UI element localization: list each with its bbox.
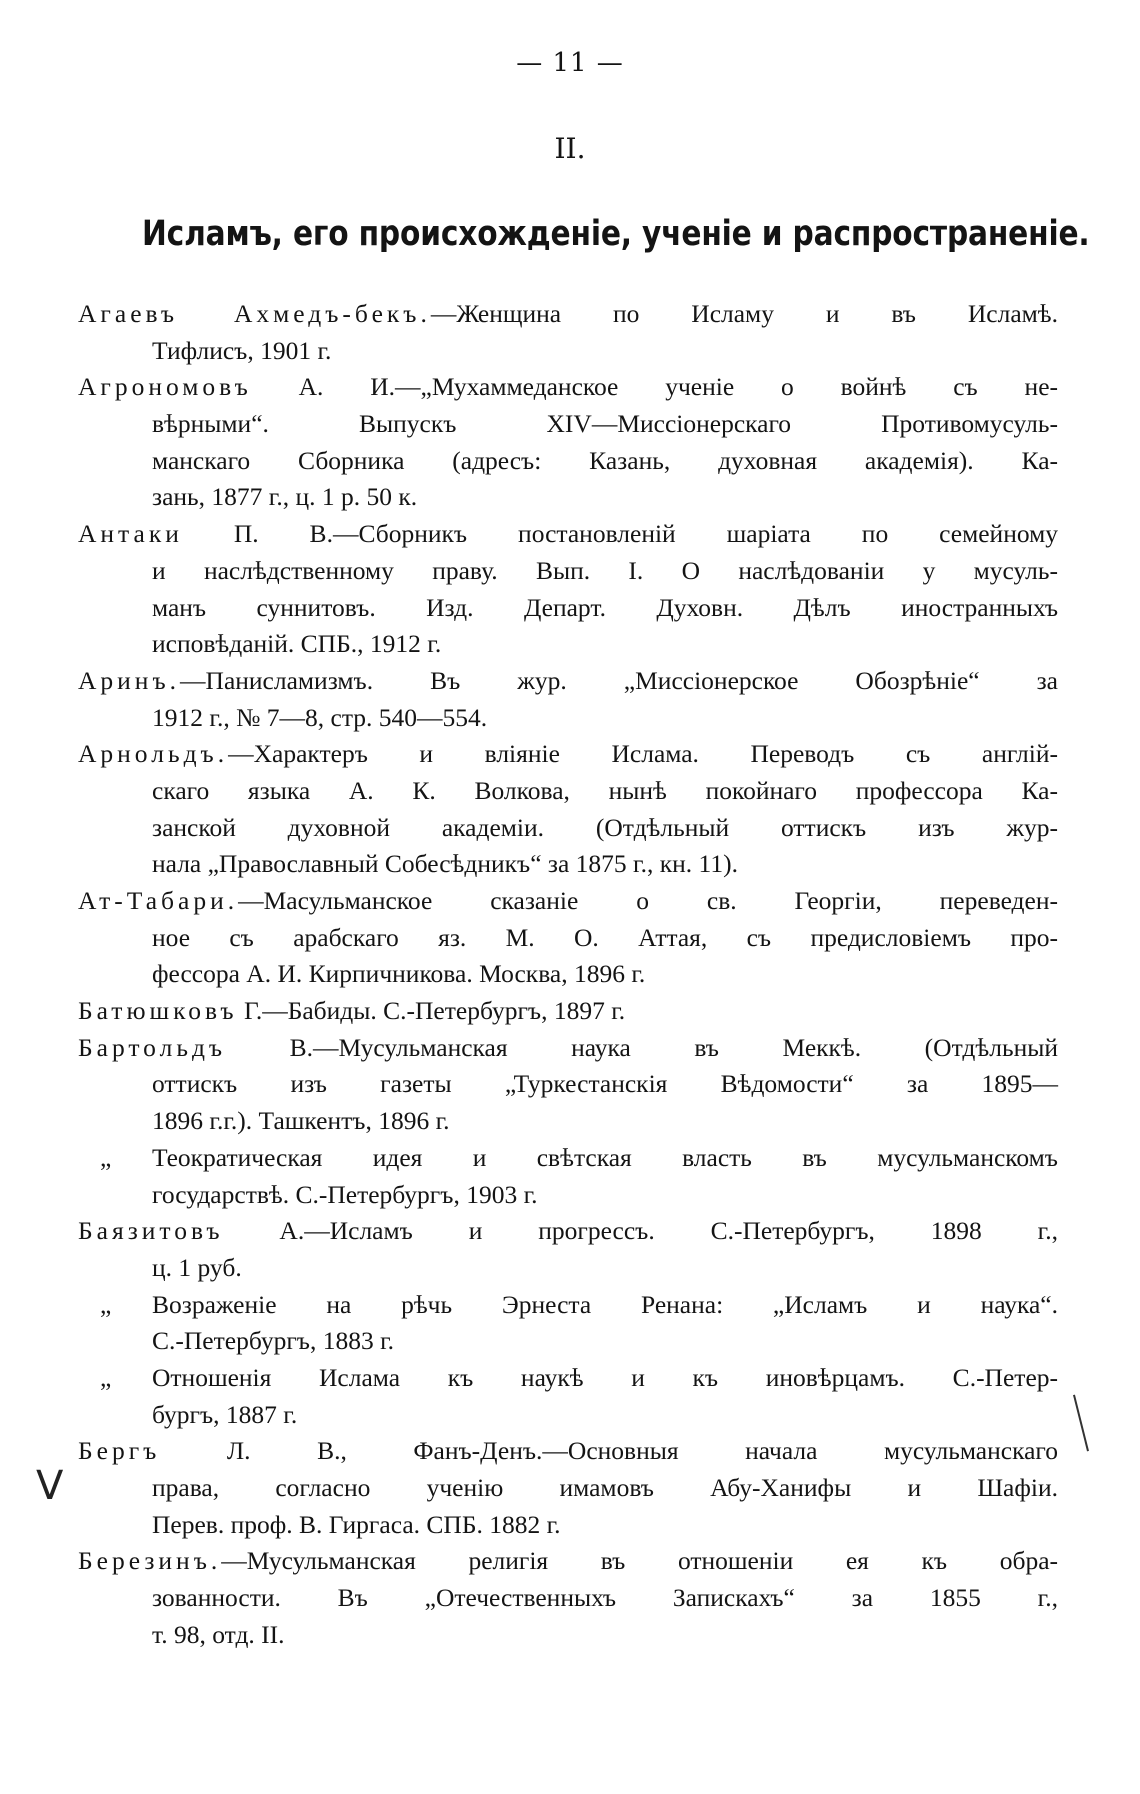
entry-continuation-line — [78, 553, 1058, 590]
entry-continuation-line — [78, 956, 1058, 993]
entry-author: Аринъ. — [78, 665, 181, 695]
entry-author: Ат-Табари. — [78, 886, 239, 915]
entry-first-line — [78, 1140, 1058, 1177]
bibliography-entry — [78, 883, 1058, 993]
section-title: Исламъ, его происхожденіе, ученіе и распространеніе. — [142, 214, 1090, 254]
entry-text: государствѣ. С.-Петербургъ, 1903 г. — [152, 1179, 538, 1209]
bibliography-entry — [78, 1543, 1058, 1653]
entry-text: 1896 г.г.). Ташкентъ, 1896 г. — [152, 1106, 450, 1136]
entry-author: Баязитовъ — [78, 1216, 224, 1246]
entry-continuation-line — [78, 920, 1058, 957]
entry-text: занской духовной академіи. (Отдѣльный оттискъ изъ жур- — [152, 812, 1058, 842]
entry-text: А. И.—„Мухаммеданское ученіе о войнѣ съ не- — [251, 372, 1058, 402]
entry-first-line — [78, 993, 1058, 1030]
entry-continuation-line — [78, 1177, 1058, 1214]
entry-continuation-line — [78, 590, 1058, 627]
entry-continuation-line — [78, 700, 1058, 737]
entry-text: 1912 г., № 7—8, стр. 540—554. — [152, 702, 488, 732]
entry-text: С.-Петербургъ, 1883 г. — [152, 1326, 395, 1356]
entry-continuation-line — [78, 1066, 1058, 1103]
bibliography-entry — [78, 369, 1058, 516]
entry-first-line — [78, 1543, 1058, 1580]
entry-continuation-line — [78, 1617, 1058, 1654]
entry-text: В.—Мусульманская наука въ Меккѣ. (Отдѣльный — [226, 1032, 1058, 1062]
entry-text: А.—Исламъ и прогрессъ. С.-Петербургъ, 1898 г., — [223, 1216, 1058, 1246]
entry-author: Антаки — [78, 519, 183, 549]
entry-author: Березинъ. — [78, 1546, 222, 1576]
entry-continuation-line — [78, 1580, 1058, 1617]
entry-text: Возраженіе на рѣчь Эрнеста Ренана: „Исламъ и наука“. — [152, 1289, 1058, 1319]
entry-continuation-line — [78, 1470, 1058, 1507]
entry-text: скаго языка А. К. Волкова, нынѣ покойнаго профессора Ка- — [152, 775, 1058, 805]
entry-text: Г.—Бабиды. С.-Петербургъ, 1897 г. — [237, 996, 626, 1026]
section-number: II. — [554, 132, 586, 165]
entry-continuation-line — [78, 846, 1058, 883]
entry-author: Бергъ — [78, 1436, 161, 1466]
entry-continuation-line — [78, 406, 1058, 443]
entry-text: и наслѣдственному праву. Вып. I. О наслѣдованіи у мусуль- — [152, 555, 1058, 585]
ditto-mark: „ — [100, 1289, 112, 1319]
bibliography-entry — [78, 1213, 1058, 1286]
entry-first-line — [78, 1287, 1058, 1324]
entry-first-line — [78, 1433, 1058, 1470]
bibliography-list — [78, 296, 1058, 1653]
entry-text: —Панисламизмъ. Въ жур. „Миссіонерское Обозрѣніе“ за — [180, 665, 1058, 695]
entry-text: права, согласно ученію имамовъ Абу-Ханифы и Шафіи. — [152, 1473, 1058, 1502]
bibliography-entry — [78, 1433, 1058, 1543]
entry-continuation-line — [78, 479, 1058, 516]
entry-first-line — [78, 369, 1058, 406]
entry-text: —Характеръ и вліяніе Ислама. Переводъ съ англій- — [228, 739, 1058, 769]
entry-text: манъ суннитовъ. Изд. Департ. Духовн. Дѣлъ иностранныхъ — [152, 592, 1058, 622]
ditto-mark: „ — [100, 1142, 112, 1172]
ditto-mark: „ — [100, 1362, 112, 1392]
page-number: — 11 — — [516, 48, 624, 78]
entry-first-line — [78, 1030, 1058, 1067]
handwritten-check-mark-icon: V — [36, 1463, 64, 1509]
entry-first-line — [78, 1213, 1058, 1250]
entry-text: зань, 1877 г., ц. 1 р. 50 к. — [152, 482, 418, 512]
entry-continuation-line — [78, 1323, 1058, 1360]
entry-text: ное съ арабскаго яз. М. О. Аттая, съ предисловіемъ про- — [152, 922, 1058, 952]
bibliography-entry — [78, 296, 1058, 369]
entry-first-line — [78, 1360, 1058, 1397]
entry-text: исповѣданій. СПБ., 1912 г. — [152, 629, 442, 659]
bibliography-entry — [78, 1140, 1058, 1213]
entry-text: фессора А. И. Кирпичникова. Москва, 1896 г. — [152, 959, 646, 989]
entry-text: Отношенія Ислама къ наукѣ и къ иновѣрцамъ. С.-Петер- — [152, 1362, 1058, 1392]
entry-text: ц. 1 руб. — [152, 1252, 242, 1282]
entry-text: —Женщина по Исламу и въ Исламѣ. — [430, 299, 1058, 328]
entry-continuation-line — [78, 1397, 1058, 1434]
entry-continuation-line — [78, 443, 1058, 480]
bibliography-entry — [78, 1360, 1058, 1433]
entry-text: манскаго Сборника (адресъ: Казань, духовная академія). Ка- — [152, 445, 1058, 475]
entry-first-line — [78, 883, 1058, 920]
entry-author: Арнольдъ. — [78, 739, 229, 769]
entry-text: Перев. проф. В. Гиргаса. СПБ. 1882 г. — [152, 1509, 561, 1539]
entry-text: бургъ, 1887 г. — [152, 1399, 298, 1429]
entry-continuation-line — [78, 626, 1058, 663]
entry-continuation-line — [78, 1250, 1058, 1287]
handwritten-margin-stroke — [1073, 1395, 1089, 1452]
entry-author: Батюшковъ — [78, 996, 238, 1026]
entry-text: Тифлисъ, 1901 г. — [152, 335, 332, 365]
entry-text: оттискъ изъ газеты „Туркестанскія Вѣдомости“ за 1895— — [152, 1069, 1058, 1099]
bibliography-entry — [78, 993, 1058, 1030]
entry-first-line — [78, 736, 1058, 773]
bibliography-entry — [78, 516, 1058, 663]
entry-text: —Мусульманская религія въ отношеніи ея къ обра- — [221, 1546, 1058, 1576]
entry-text: Теократическая идея и свѣтская власть въ мусульманскомъ — [152, 1142, 1058, 1172]
entry-author: Бартольдъ — [78, 1032, 227, 1062]
entry-text: зованности. Въ „Отечественныхъ Запискахъ“ за 1855 г., — [152, 1583, 1058, 1613]
entry-text: П. В.—Сборникъ постановленій шаріата по семейному — [182, 519, 1058, 549]
entry-continuation-line — [78, 1103, 1058, 1140]
entry-text: —Масульманское сказаніе о св. Георгіи, переведен- — [238, 886, 1058, 915]
bibliography-entry — [78, 736, 1058, 883]
bibliography-entry — [78, 663, 1058, 736]
entry-continuation-line — [78, 1507, 1058, 1544]
entry-first-line — [78, 296, 1058, 333]
entry-continuation-line — [78, 773, 1058, 810]
entry-continuation-line — [78, 333, 1058, 370]
bibliography-entry — [78, 1287, 1058, 1360]
entry-text: вѣрными“. Выпускъ XIV—Миссіонерскаго Противомусуль- — [152, 409, 1058, 439]
entry-author: Агрономовъ — [78, 372, 252, 402]
entry-text: нала „Православный Собесѣдникъ“ за 1875 г., кн. 11). — [152, 849, 738, 879]
entry-text: т. 98, отд. II. — [152, 1619, 285, 1649]
bibliography-entry — [78, 1030, 1058, 1140]
entry-text: Л. В., Фанъ-Денъ.—Основныя начала мусульманскаго — [160, 1436, 1058, 1466]
entry-first-line — [78, 663, 1058, 700]
entry-first-line — [78, 516, 1058, 553]
entry-author: Агаевъ Ахмедъ-бекъ. — [78, 299, 431, 328]
entry-continuation-line — [78, 810, 1058, 847]
